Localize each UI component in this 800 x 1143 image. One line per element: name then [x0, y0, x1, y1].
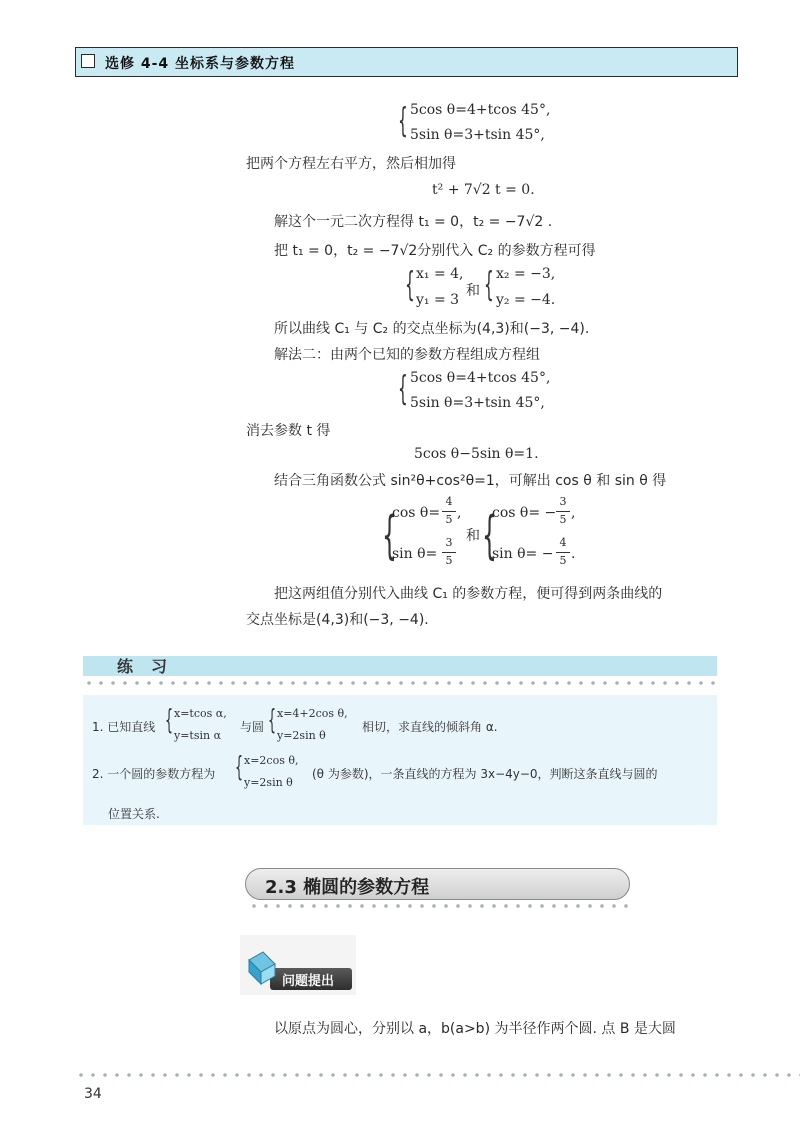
left-brace-icon: {	[268, 703, 277, 736]
equation-line: y=2sin θ	[277, 729, 326, 742]
fraction-numerator: 3	[559, 495, 567, 508]
left-brace-icon: {	[482, 506, 497, 566]
book-icon	[245, 950, 279, 986]
equation-line: 5sin θ=3+tsin 45°,	[410, 127, 545, 143]
equation-line: x₁ = 4,	[416, 266, 464, 282]
fraction-denominator: 5	[559, 513, 567, 526]
section-title: 2.3 椭圆的参数方程	[265, 877, 430, 898]
equation-line: y₂ = −4.	[496, 292, 556, 308]
conjunction: 和	[466, 528, 480, 544]
equation-line: y=2sin θ	[244, 776, 293, 789]
equation-line: y₁ = 3	[416, 292, 460, 308]
paragraph: 结合三角函数公式 sin²θ+cos²θ=1，可解出 cos θ 和 sin θ 得	[274, 473, 667, 489]
left-brace-icon: {	[484, 265, 494, 305]
equation-line: sin θ= −	[492, 546, 554, 562]
exercise-title: 练习	[117, 657, 186, 676]
equation-line: x₂ = −3,	[496, 266, 556, 282]
fraction-numerator: 4	[445, 495, 453, 508]
exercise-text: 位置关系.	[108, 807, 160, 821]
fraction-numerator: 3	[445, 536, 453, 549]
header-square-icon	[81, 54, 95, 68]
page-number: 34	[84, 1086, 102, 1102]
equation-line: 5sin θ=3+tsin 45°,	[410, 395, 545, 411]
paragraph: 解法二：由两个已知的参数方程组成方程组	[274, 347, 540, 363]
chapter-title: 选修 4-4 坐标系与参数方程	[105, 56, 296, 72]
fraction-denominator: 5	[445, 513, 453, 526]
equation-line: x=tcos α,	[174, 707, 227, 720]
problem-badge-label: 问题提出	[282, 974, 335, 989]
dotted-divider	[83, 681, 717, 685]
equation-line: 5cos θ=4+tcos 45°,	[410, 102, 551, 118]
fraction-denominator: 5	[559, 554, 567, 567]
equation: t² + 7√2 t = 0.	[432, 182, 535, 198]
equation-line: x=4+2cos θ,	[277, 707, 348, 720]
left-brace-icon: {	[398, 369, 408, 409]
equation-line: cos θ= −	[492, 505, 557, 521]
equation-line: cos θ=	[392, 505, 441, 521]
paragraph: 把这两组值分别代入曲线 C₁ 的参数方程，便可得到两条曲线的	[274, 586, 663, 602]
fraction-denominator: 5	[445, 554, 453, 567]
fraction-bar	[556, 552, 570, 553]
left-brace-icon: {	[235, 750, 244, 783]
paragraph: 消去参数 t 得	[246, 423, 331, 439]
equation-line: y=tsin α	[174, 729, 222, 742]
equation: 5cos θ−5sin θ=1.	[414, 446, 539, 462]
period: .	[571, 546, 576, 562]
paragraph: 解这个一元二次方程得 t₁ = 0，t₂ = −7√2 .	[274, 214, 553, 230]
paragraph: 把两个方程左右平方，然后相加得	[246, 156, 456, 172]
exercise-text: 相切，求直线的倾斜角 α.	[362, 720, 498, 734]
exercise-text: 与圆	[240, 720, 265, 734]
left-brace-icon: {	[405, 265, 415, 305]
paragraph: 所以曲线 C₁ 与 C₂ 的交点坐标为(4,3)和(−3, −4).	[274, 321, 590, 337]
dotted-divider	[248, 904, 630, 908]
paragraph: 交点坐标是(4,3)和(−3, −4).	[246, 612, 429, 628]
footer-dotted-divider	[75, 1073, 800, 1077]
conjunction: 和	[466, 283, 480, 299]
left-brace-icon: {	[382, 506, 397, 566]
fraction-bar	[556, 511, 570, 512]
equation-line: 5cos θ=4+tcos 45°,	[410, 370, 551, 386]
fraction-bar	[442, 552, 456, 553]
exercise-question-2: 2. 一个圆的参数方程为	[92, 767, 216, 781]
left-brace-icon: {	[398, 101, 408, 141]
exercise-question-1: 1. 已知直线	[92, 720, 156, 734]
fraction-numerator: 4	[559, 536, 567, 549]
equation-line: sin θ=	[392, 546, 438, 562]
left-brace-icon: {	[165, 703, 174, 736]
paragraph: 把 t₁ = 0，t₂ = −7√2分别代入 C₂ 的参数方程可得	[274, 243, 596, 259]
fraction-bar	[442, 511, 456, 512]
comma: ,	[457, 505, 462, 521]
paragraph: 以原点为圆心，分别以 a，b(a>b) 为半径作两个圆. 点 B 是大圆	[274, 1021, 676, 1037]
equation-line: x=2cos θ,	[244, 754, 299, 767]
comma: ,	[571, 505, 576, 521]
exercise-text: (θ 为参数)，一条直线的方程为 3x−4y−0，判断这条直线与圆的	[312, 767, 658, 781]
